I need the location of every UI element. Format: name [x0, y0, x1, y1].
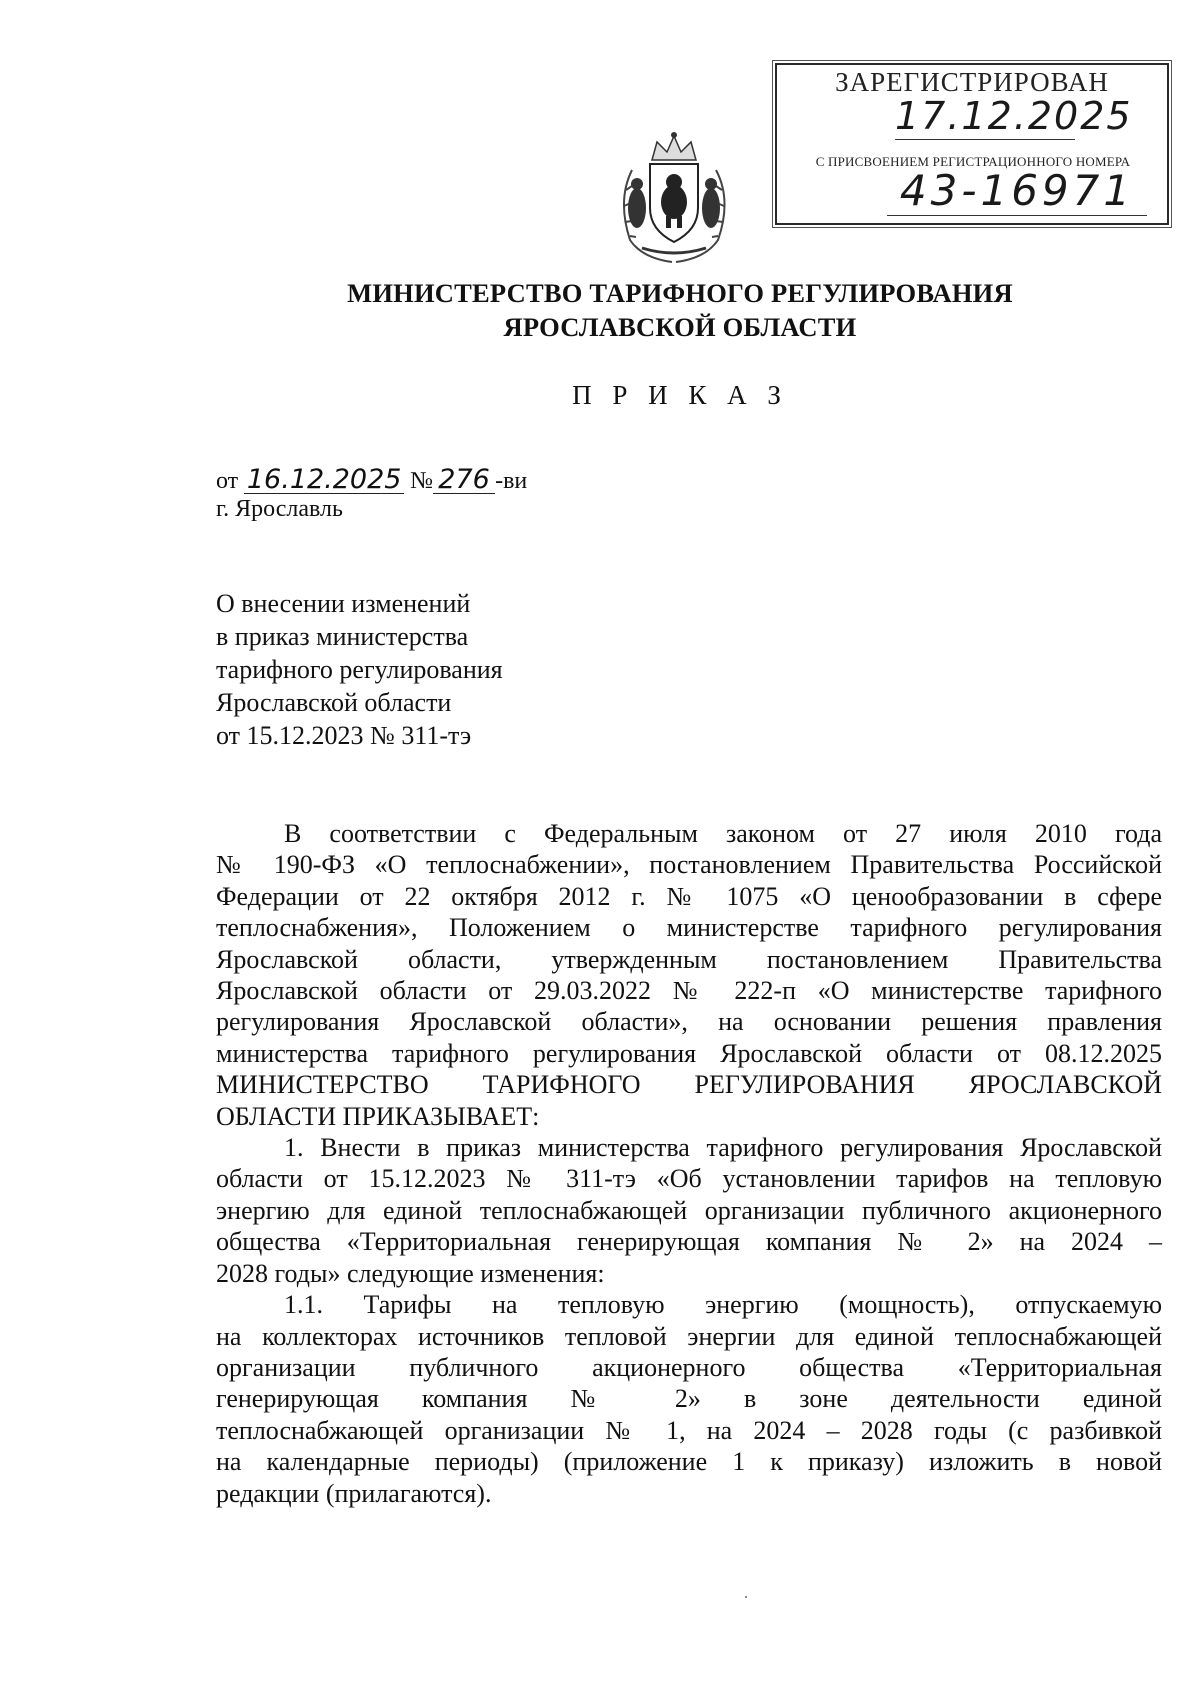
item1-1-line: на календарные периоды) (приложение 1 к приказу) изложить в новой — [216, 1447, 1162, 1477]
preamble-line: теплоснабжения», Положением о министерстве тарифного регулирования — [216, 913, 1162, 943]
item1-1-line: организации публичного акционерного общества «Территориальная — [216, 1352, 1162, 1382]
preamble-line: Федерации от 22 октября 2012 г. № 1075 «О ценообразовании в сфере — [216, 881, 1162, 911]
subject-line: от 15.12.2023 № 311-тэ — [216, 721, 472, 750]
item1-1-line: на коллекторах источников тепловой энергии для единой теплоснабжающей — [216, 1321, 1162, 1351]
item1-line: 2028 годы» следующие изменения: — [216, 1258, 605, 1288]
item1-line: общества «Территориальная генерирующая компания № 2» на 2024 – — [216, 1227, 1162, 1257]
order-dateline — [216, 464, 528, 495]
ministry-name-line2: ЯРОСЛАВСКОЙ ОБЛАСТИ — [503, 312, 857, 342]
subject-line: Ярославской области — [216, 688, 452, 717]
ministry-name-line1: МИНИСТЕРСТВО ТАРИФНОГО РЕГУЛИРОВАНИЯ — [347, 278, 1013, 308]
coat-of-arms-icon — [612, 130, 737, 265]
subject-line: О внесении изменений — [216, 589, 471, 618]
document-type: П Р И К А З — [572, 380, 788, 410]
order-date: 16.12.2025 — [244, 467, 404, 494]
order-subject — [216, 587, 503, 752]
item1-line: области от 15.12.2023 № 311-тэ «Об установлении тарифов на тепловую — [216, 1164, 1162, 1194]
number-prefix: № — [410, 468, 434, 494]
stamp-title: ЗАРЕГИСТРИРОВАН — [835, 67, 1109, 97]
subject-line: в приказ министерства — [216, 622, 469, 651]
item1-1-line: генерирующая компания № 2» в зоне деятельности единой — [216, 1384, 1162, 1414]
preamble-line: Ярославской области, утвержденным постановлением Правительства — [216, 944, 1162, 974]
preamble-line: № 190-ФЗ «О теплоснабжении», постановлением Правительства Российской — [216, 850, 1162, 880]
scan-speck — [745, 1596, 747, 1598]
preamble-line: министерства тарифного регулирования Ярославской области от 08.12.2025 — [216, 1038, 1162, 1068]
stamp-registration-number: 43-16971 — [887, 167, 1147, 216]
registration-stamp — [775, 63, 1169, 225]
order-number: 276 — [433, 467, 495, 494]
item1-1-line: 1.1. Тарифы на тепловую энергию (мощность), отпускаемую — [284, 1290, 1162, 1320]
item1-1-line: теплоснабжающей организации № 1, на 2024 – 2028 годы (с разбивкой — [216, 1415, 1162, 1445]
preamble-line: ОБЛАСТИ ПРИКАЗЫВАЕТ: — [216, 1101, 540, 1131]
order-city: г. Ярославль — [216, 496, 343, 522]
preamble-line: В соответствии с Федеральным законом от 27 июля 2010 года — [284, 819, 1162, 848]
stamp-subtitle: С ПРИСВОЕНИЕМ РЕГИСТРАЦИОННОГО НОМЕРА — [815, 154, 1131, 169]
subject-line: тарифного регулирования — [216, 655, 503, 684]
preamble-line: Ярославской области от 29.03.2022 № 222-п «О министерстве тарифного — [216, 976, 1162, 1006]
preamble-line: МИНИСТЕРСТВО ТАРИФНОГО РЕГУЛИРОВАНИЯ ЯРОСЛАВСКОЙ — [216, 1070, 1162, 1100]
stamp-date: 17.12.2025 — [895, 94, 1133, 138]
date-prefix: от — [216, 468, 239, 494]
number-suffix: -ви — [495, 468, 528, 494]
preamble-line: регулирования Ярославской области», на основании решения правления — [216, 1007, 1162, 1037]
item1-1-line: редакции (прилагаются). — [216, 1478, 492, 1508]
item1-line: 1. Внести в приказ министерства тарифного регулирования Ярославской — [284, 1133, 1162, 1163]
item1-line: энергию для единой теплоснабжающей организации публичного акционерного — [216, 1195, 1162, 1225]
order-body — [216, 818, 1162, 1509]
